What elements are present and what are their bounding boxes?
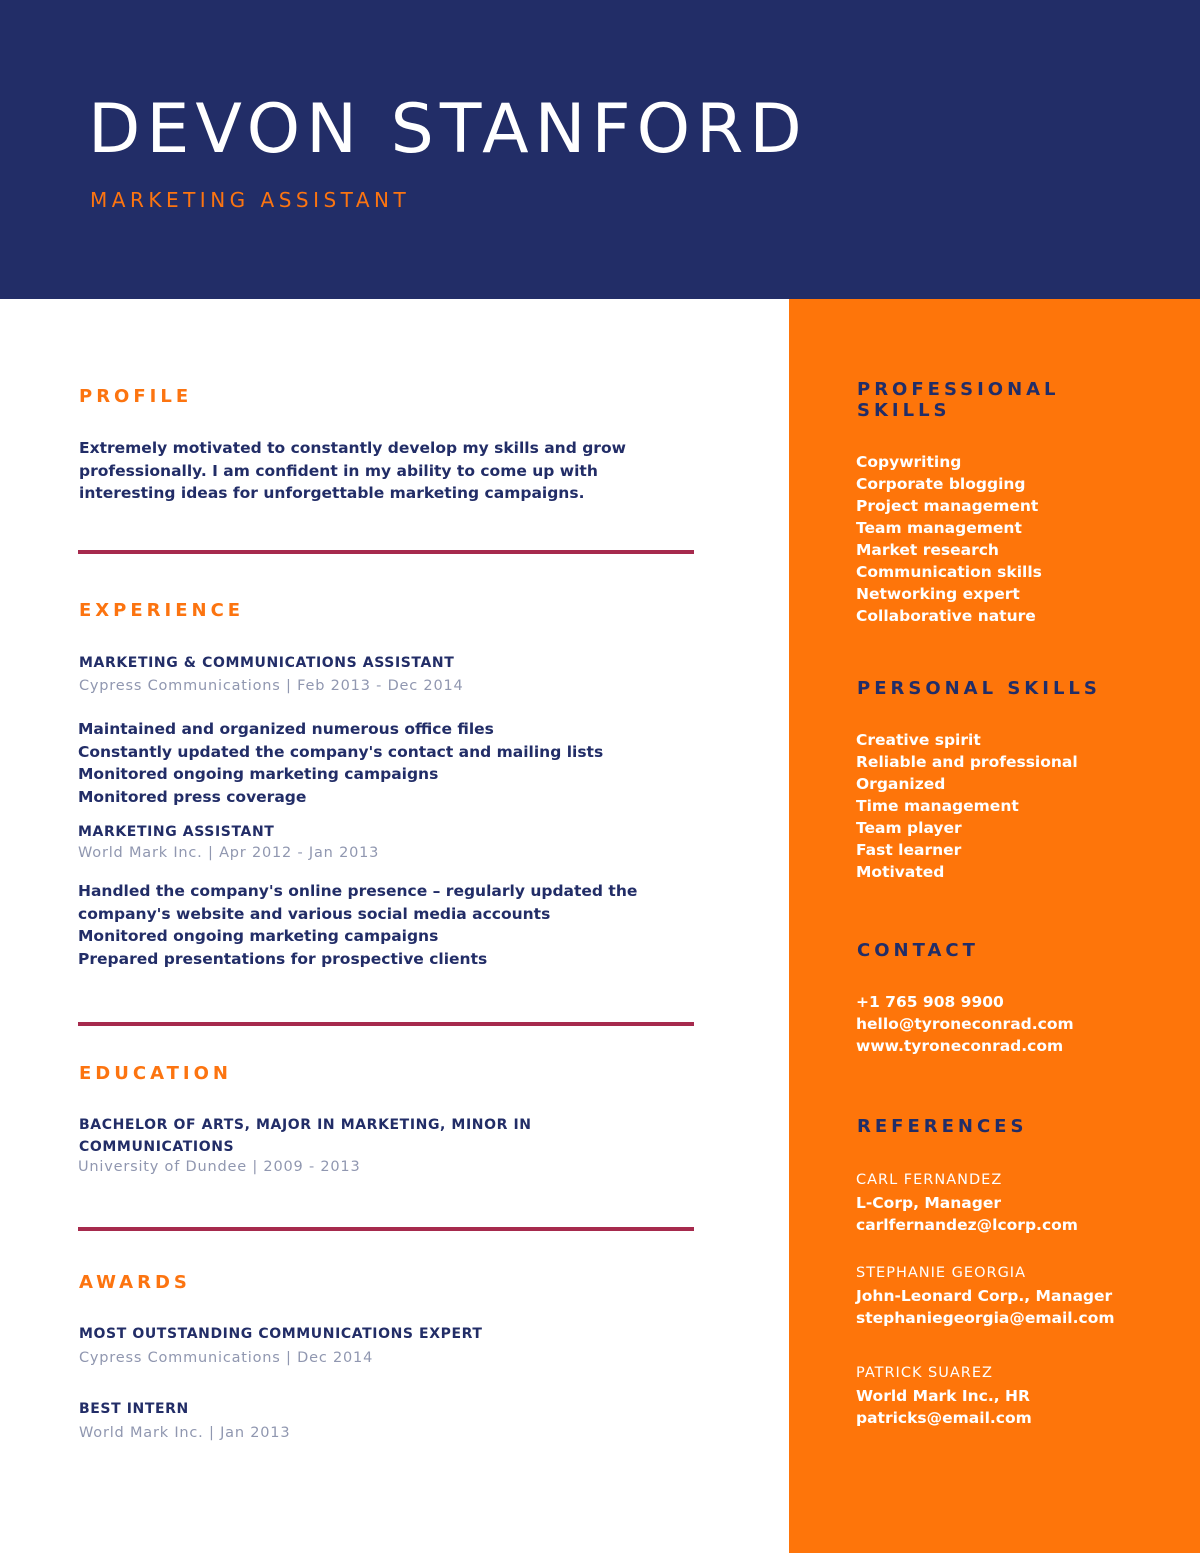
awards-heading: AWARDS (79, 1272, 191, 1293)
job-meta: Cypress Communications | Feb 2013 - Dec 2014 (79, 678, 464, 694)
reference-role: L-Corp, Manager (856, 1194, 1001, 1212)
job-duties (78, 880, 637, 970)
job-duties (78, 718, 603, 808)
heading-line: PROFESSIONAL (857, 379, 1060, 400)
list-item: Creative spirit (856, 731, 981, 749)
reference-entry (856, 1262, 1115, 1329)
contact-list (856, 991, 1074, 1057)
job-title: MARKETING & COMMUNICATIONS ASSISTANT (79, 655, 455, 671)
profile-heading: PROFILE (79, 386, 193, 407)
list-item: Motivated (856, 863, 945, 881)
professional-skills-list (856, 451, 1042, 627)
contact-heading: CONTACT (857, 940, 979, 961)
list-item: Reliable and professional (856, 753, 1078, 771)
job-title: MARKETING ASSISTANT (78, 824, 275, 840)
list-item: Market research (856, 541, 999, 559)
list-item: Copywriting (856, 453, 962, 471)
list-item: Monitored ongoing marketing campaigns (78, 927, 439, 946)
personal-skills-list (856, 729, 1078, 883)
list-item: Monitored press coverage (78, 787, 307, 806)
degree-title-line2: COMMUNICATIONS (79, 1139, 235, 1155)
list-item: Prepared presentations for prospective clients (78, 949, 488, 968)
candidate-title: MARKETING ASSISTANT (90, 188, 411, 212)
section-divider (78, 1022, 694, 1026)
award-meta: World Mark Inc. | Jan 2013 (79, 1425, 291, 1441)
experience-heading: EXPERIENCE (79, 600, 245, 621)
list-item: Team management (856, 519, 1022, 537)
list-item: Communication skills (856, 563, 1042, 581)
heading-line: SKILLS (857, 400, 951, 421)
list-item: Collaborative nature (856, 607, 1036, 625)
header-banner (0, 0, 1200, 299)
reference-email: stephaniegeorgia@email.com (856, 1309, 1115, 1327)
contact-email: hello@tyroneconrad.com (856, 1015, 1074, 1033)
reference-name: STEPHANIE GEORGIA (856, 1265, 1027, 1281)
profile-text: Extremely motivated to constantly develop my skills and grow professionally. I am confident in my ability to come up with interesting ideas for unforgettable marketing campaigns. (79, 439, 626, 502)
candidate-name: DEVON STANFORD (88, 90, 808, 169)
award-meta: Cypress Communications | Dec 2014 (79, 1350, 374, 1366)
reference-email: patricks@email.com (856, 1409, 1032, 1427)
contact-website: www.tyroneconrad.com (856, 1037, 1064, 1055)
education-heading: EDUCATION (79, 1063, 232, 1084)
education-meta: University of Dundee | 2009 - 2013 (78, 1159, 361, 1175)
personal-skills-heading: PERSONAL SKILLS (857, 678, 1101, 699)
job-meta: World Mark Inc. | Apr 2012 - Jan 2013 (78, 845, 380, 861)
list-item: Corporate blogging (856, 475, 1026, 493)
references-heading: REFERENCES (857, 1116, 1028, 1137)
list-item: company's website and various social media accounts (78, 904, 551, 923)
list-item: Organized (856, 775, 946, 793)
reference-role: John-Leonard Corp., Manager (856, 1287, 1113, 1305)
list-item: Maintained and organized numerous office files (78, 720, 494, 738)
section-divider (78, 550, 694, 554)
list-item: Networking expert (856, 585, 1020, 603)
degree-title-line1: BACHELOR OF ARTS, MAJOR IN MARKETING, MINOR IN (79, 1117, 532, 1133)
list-item: Constantly updated the company's contact and mailing lists (78, 742, 604, 761)
list-item: Time management (856, 797, 1019, 815)
professional-skills-heading (857, 379, 1060, 421)
reference-name: PATRICK SUAREZ (856, 1365, 993, 1381)
reference-entry (856, 1169, 1078, 1236)
list-item: Team player (856, 819, 962, 837)
award-title: MOST OUTSTANDING COMMUNICATIONS EXPERT (79, 1326, 483, 1342)
list-item: Handled the company's online presence – regularly updated the (78, 882, 638, 900)
phone-number: +1 765 908 9900 (856, 993, 1004, 1011)
reference-email: carlfernandez@lcorp.com (856, 1216, 1078, 1234)
reference-role: World Mark Inc., HR (856, 1387, 1030, 1405)
list-item: Fast learner (856, 841, 962, 859)
list-item: Monitored ongoing marketing campaigns (78, 765, 439, 784)
section-divider (78, 1227, 694, 1231)
reference-entry (856, 1362, 1032, 1429)
reference-name: CARL FERNANDEZ (856, 1172, 1003, 1188)
list-item: Project management (856, 497, 1039, 515)
award-title: BEST INTERN (79, 1401, 189, 1417)
